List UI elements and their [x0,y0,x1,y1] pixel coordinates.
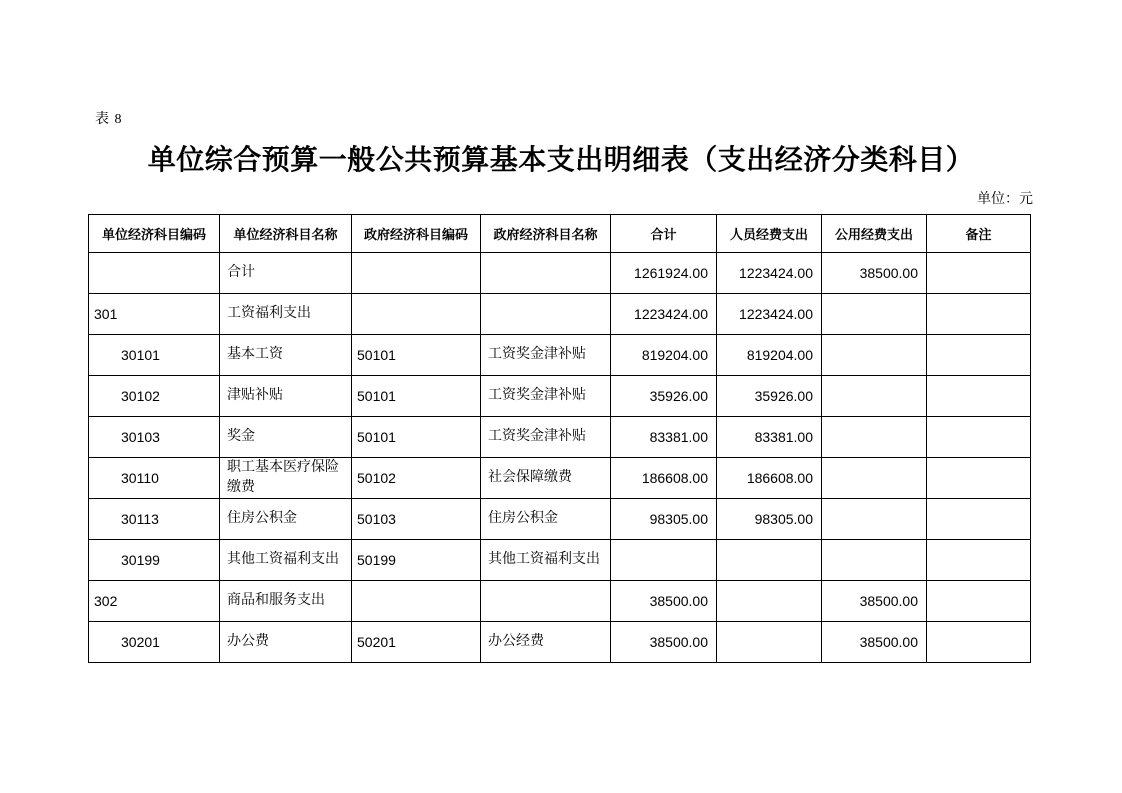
table-row [89,335,1031,376]
cell-total: 1223424.00 [611,294,717,335]
table-row [89,622,1031,663]
cell-total: 186608.00 [611,458,717,499]
table-number-label: 表 8 [95,112,123,127]
cell-unit-code: 30102 [89,376,220,417]
cell-remark [927,376,1031,417]
cell-unit-name: 合计 [220,253,352,294]
cell-public [822,417,927,458]
cell-unit-name: 职工基本医疗保险缴费 [220,458,352,499]
cell-unit-name: 办公费 [220,622,352,663]
cell-unit-name: 津贴补贴 [220,376,352,417]
cell-personnel: 819204.00 [717,335,822,376]
cell-gov-name [481,294,611,335]
cell-public [822,294,927,335]
cell-gov-code [352,581,481,622]
cell-unit-code: 30110 [89,458,220,499]
cell-unit-code [89,253,220,294]
header-unit-name: 单位经济科目名称 [220,215,352,253]
cell-total: 819204.00 [611,335,717,376]
cell-unit-code: 30101 [89,335,220,376]
cell-remark [927,581,1031,622]
table-row [89,540,1031,581]
cell-gov-code: 50201 [352,622,481,663]
cell-unit-code: 301 [89,294,220,335]
cell-total [611,540,717,581]
cell-unit-code: 302 [89,581,220,622]
cell-unit-code: 30201 [89,622,220,663]
cell-gov-name: 工资奖金津补贴 [481,376,611,417]
cell-total: 1261924.00 [611,253,717,294]
cell-gov-name: 工资奖金津补贴 [481,335,611,376]
table-row [89,253,1031,294]
cell-personnel: 1223424.00 [717,294,822,335]
cell-personnel: 35926.00 [717,376,822,417]
cell-personnel [717,622,822,663]
cell-personnel: 83381.00 [717,417,822,458]
header-remark: 备注 [927,215,1031,253]
table-row [89,417,1031,458]
cell-gov-name [481,253,611,294]
document-title: 单位综合预算一般公共预算基本支出明细表（支出经济分类科目） [147,145,975,176]
cell-public: 38500.00 [822,581,927,622]
cell-remark [927,540,1031,581]
header-gov-name: 政府经济科目名称 [481,215,611,253]
header-unit-code: 单位经济科目编码 [89,215,220,253]
table-row [89,458,1031,499]
cell-gov-code: 50101 [352,376,481,417]
cell-unit-name: 基本工资 [220,335,352,376]
cell-total: 83381.00 [611,417,717,458]
cell-public: 38500.00 [822,622,927,663]
cell-remark [927,499,1031,540]
table-row [89,499,1031,540]
cell-gov-name: 办公经费 [481,622,611,663]
table-row [89,581,1031,622]
cell-unit-code: 30199 [89,540,220,581]
cell-remark [927,417,1031,458]
cell-total: 35926.00 [611,376,717,417]
cell-public [822,335,927,376]
cell-gov-code: 50103 [352,499,481,540]
header-gov-code: 政府经济科目编码 [352,215,481,253]
cell-public: 38500.00 [822,253,927,294]
cell-remark [927,458,1031,499]
cell-unit-name: 住房公积金 [220,499,352,540]
unit-note: 单位：元 [977,192,1033,207]
cell-gov-code: 50101 [352,417,481,458]
cell-total: 38500.00 [611,581,717,622]
cell-personnel [717,581,822,622]
cell-unit-name: 其他工资福利支出 [220,540,352,581]
cell-unit-name: 奖金 [220,417,352,458]
cell-remark [927,335,1031,376]
cell-gov-code: 50102 [352,458,481,499]
header-public: 公用经费支出 [822,215,927,253]
table-row [89,376,1031,417]
cell-public [822,540,927,581]
header-personnel: 人员经费支出 [717,215,822,253]
cell-gov-code: 50101 [352,335,481,376]
cell-total: 98305.00 [611,499,717,540]
cell-unit-code: 30113 [89,499,220,540]
cell-gov-name: 社会保障缴费 [481,458,611,499]
cell-gov-code [352,253,481,294]
cell-remark [927,253,1031,294]
cell-total: 38500.00 [611,622,717,663]
cell-personnel [717,540,822,581]
header-row [89,215,1031,253]
cell-unit-code: 30103 [89,417,220,458]
cell-public [822,458,927,499]
cell-unit-name: 商品和服务支出 [220,581,352,622]
cell-personnel: 186608.00 [717,458,822,499]
cell-public [822,376,927,417]
table-row [89,294,1031,335]
cell-remark [927,294,1031,335]
cell-personnel: 1223424.00 [717,253,822,294]
cell-gov-name: 其他工资福利支出 [481,540,611,581]
budget-table [88,214,1031,663]
cell-gov-name: 住房公积金 [481,499,611,540]
cell-remark [927,622,1031,663]
cell-personnel: 98305.00 [717,499,822,540]
cell-gov-name: 工资奖金津补贴 [481,417,611,458]
cell-public [822,499,927,540]
cell-gov-code [352,294,481,335]
header-total: 合计 [611,215,717,253]
cell-unit-name: 工资福利支出 [220,294,352,335]
cell-gov-name [481,581,611,622]
cell-gov-code: 50199 [352,540,481,581]
